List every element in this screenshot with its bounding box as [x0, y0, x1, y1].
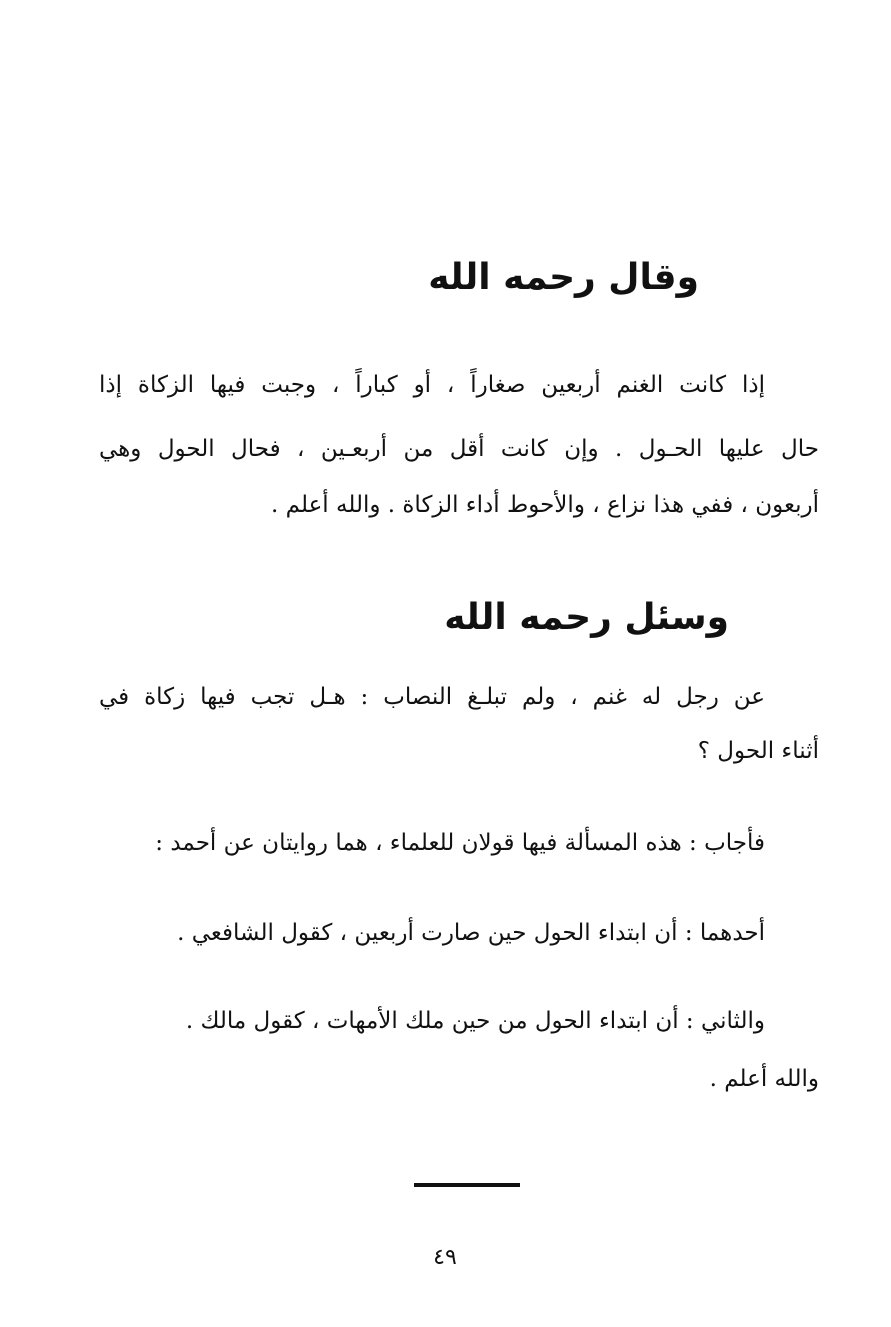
paragraph-1-line-2: حال عليها الحـول . وإن كانت أقل من أربعـين ، فحال الحول وهي	[99, 436, 819, 462]
page-number: ٤٩	[433, 1245, 457, 1270]
footer-divider	[414, 1183, 520, 1187]
section-heading-2: وسئل رحمه الله	[444, 597, 729, 638]
answer-line-4: والله أعلم .	[709, 1066, 819, 1092]
answer-line-1: فأجاب : هذه المسألة فيها قولان للعلماء ، هما روايتان عن أحمد :	[155, 830, 765, 856]
paragraph-1-line-1: إذا كانت الغنم أربعين صغاراً ، أو كباراً ، وجبت فيها الزكاة إذا	[99, 372, 765, 398]
paragraph-1-line-3: أربعون ، ففي هذا نزاع ، والأحوط أداء الزكاة . والله أعلم .	[271, 492, 819, 518]
section-heading-1: وقال رحمه الله	[428, 257, 699, 298]
question-line-2: أثناء الحول ؟	[697, 738, 819, 764]
answer-line-2: أحدهما : أن ابتداء الحول حين صارت أربعين ، كقول الشافعي .	[177, 920, 765, 946]
answer-line-3: والثاني : أن ابتداء الحول من حين ملك الأمهات ، كقول مالك .	[185, 1008, 765, 1034]
question-line-1: عن رجل له غنم ، ولم تبلـغ النصاب : هـل تجب فيها زكاة في	[99, 684, 765, 710]
